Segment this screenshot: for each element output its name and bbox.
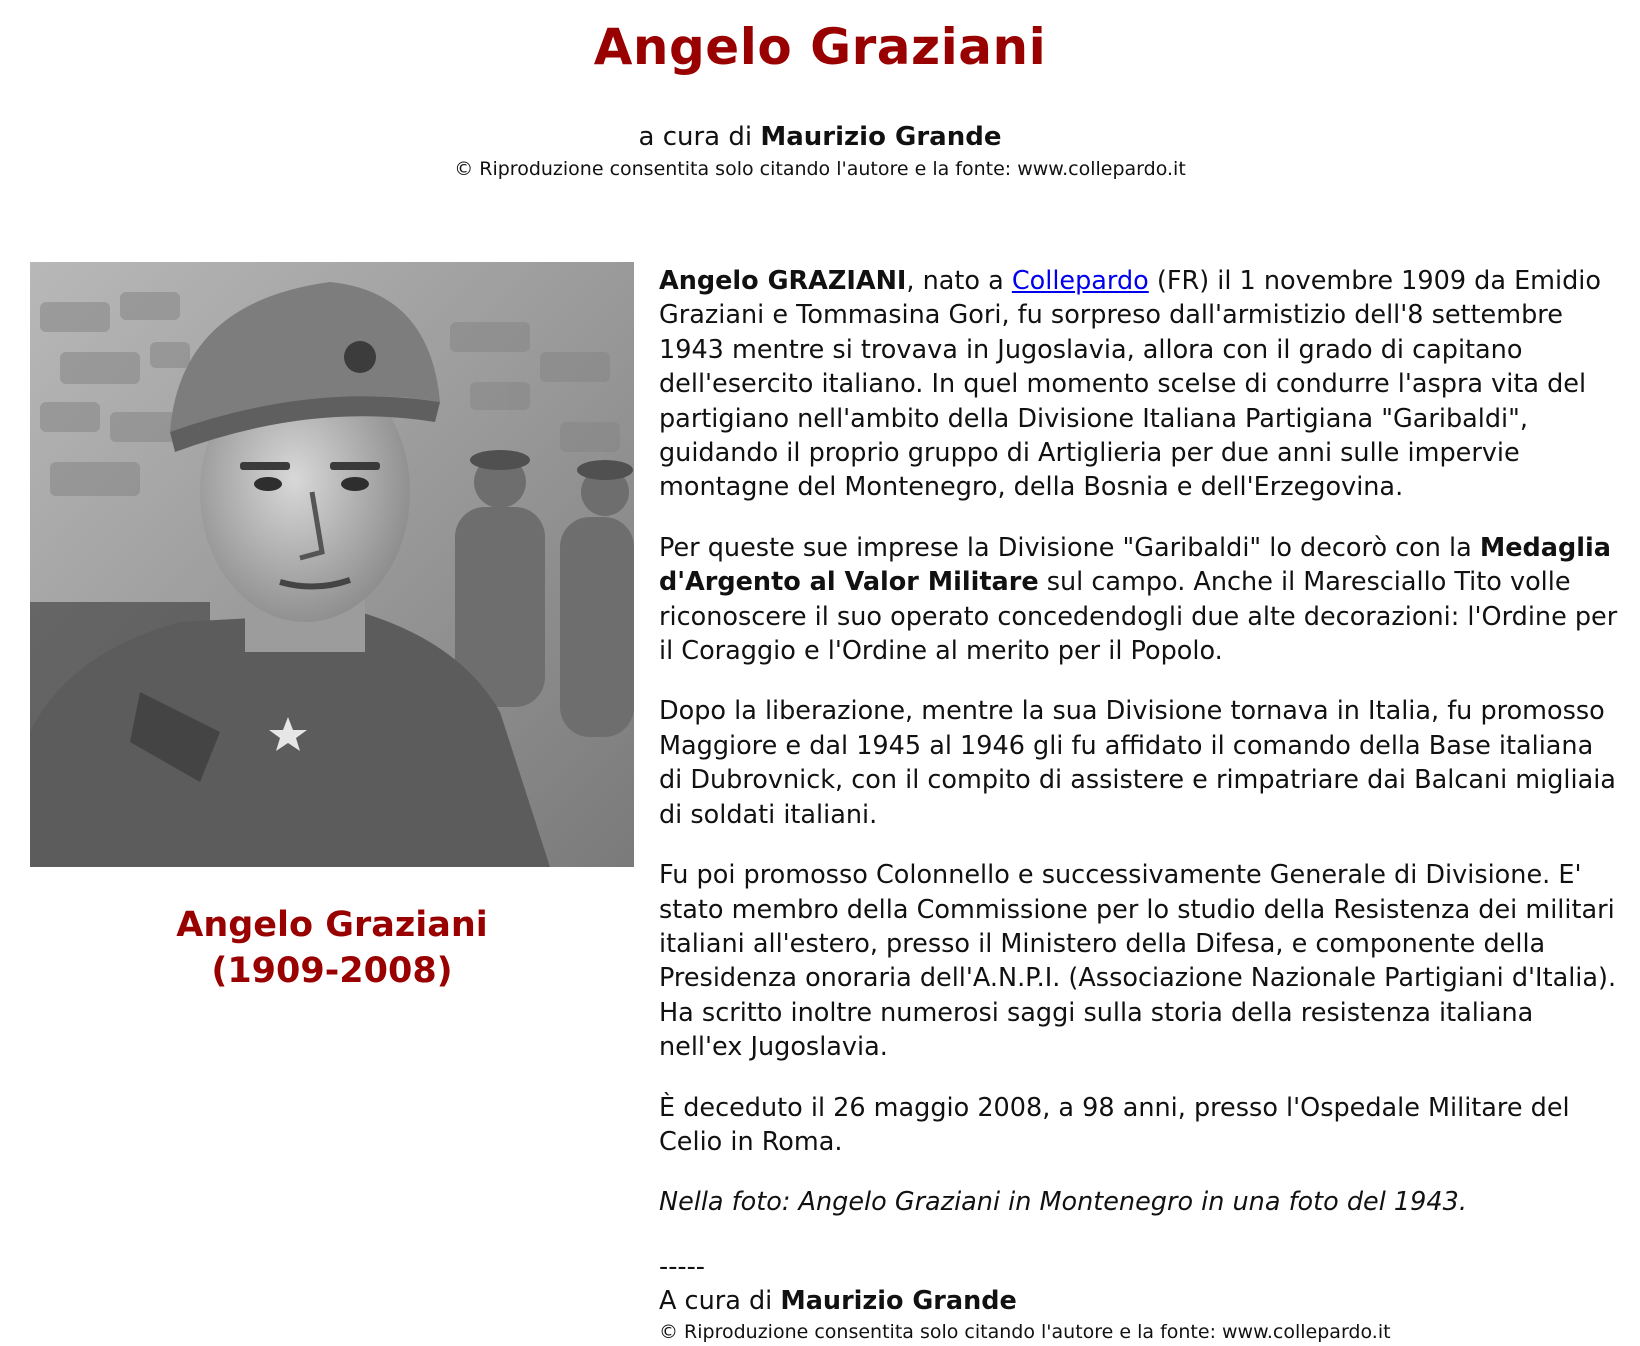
portrait-photo-illustration bbox=[30, 262, 634, 867]
footer-copyright: © Riproduzione consentita solo citando l'autore e la fonte: www.collepardo.it bbox=[659, 1320, 1391, 1343]
footer-byline bbox=[659, 1284, 1619, 1318]
subject-name: Angelo GRAZIANI bbox=[659, 266, 907, 296]
header-byline bbox=[0, 122, 1640, 152]
byline-author: Maurizio Grande bbox=[760, 122, 1002, 152]
paragraph-text: , nato a bbox=[906, 266, 1012, 296]
paragraph-text: Per queste sue imprese la Divisione "Garibaldi" lo decorò con la bbox=[659, 532, 1480, 563]
page-title: Angelo Graziani bbox=[593, 18, 1047, 76]
byline-prefix: a cura di bbox=[638, 122, 753, 152]
article-paragraph-5: È deceduto il 26 maggio 2008, a 98 anni, presso l'Ospedale Militare del Celio in Roma. bbox=[659, 1092, 1570, 1157]
article-paragraph-4: Fu poi promosso Colonnello e successivamente Generale di Divisione. E' stato membro della Commissione per lo studio della Resistenza dei militari italiani all'estero, presso il Ministero della Difesa, e componente della Presidenza onoraria dell'A.N.P.I. (Associazione Nazionale Partigiani d'Italia). Ha scritto inoltre numerosi saggi sulla storia della resistenza italiana nell'ex Jugoslavia. bbox=[659, 860, 1617, 1063]
footer-byline-prefix: A cura di bbox=[659, 1285, 773, 1316]
portrait-photo bbox=[30, 262, 634, 867]
header-copyright: © Riproduzione consentita solo citando l'autore e la fonte: www.collepardo.it bbox=[454, 158, 1186, 180]
article-paragraph-2 bbox=[659, 531, 1619, 669]
article-body bbox=[659, 264, 1619, 1346]
collepardo-link[interactable]: Collepardo bbox=[1011, 266, 1149, 296]
medal-name: Medaglia d'Argento al Valor Militare bbox=[659, 532, 1611, 598]
photo-note: Nella foto: Angelo Graziani in Montenegro in una foto del 1943. bbox=[659, 1187, 1467, 1218]
paragraph-text: (FR) il 1 novembre 1909 da Emidio Graziani e Tommasina Gori, fu sorpreso dall'armistizio dell'8 settembre 1943 mentre si trovava in Jugoslavia, allora con il grado di capitano dell'esercito italiano. In quel momento scelse di condurre l'aspra vita del partigiano nell'ambito della Divisione Italiana Partigiana "Garibaldi", guidando il proprio gruppo di Artiglieria per due anni sulle impervie montagne del Montenegro, della Bosnia e dell'Erzegovina. bbox=[659, 266, 1601, 503]
paragraph-text: sul campo. Anche il Maresciallo Tito volle riconoscere il suo operato concedendogli due alte decorazioni: l'Ordine per il Coraggio e l'Ordine al merito per il Popolo. bbox=[659, 567, 1618, 667]
photo-caption bbox=[30, 902, 634, 994]
footer-separator: ----- bbox=[659, 1251, 706, 1282]
article-paragraph-1 bbox=[659, 264, 1619, 505]
caption-years: (1909-2008) bbox=[211, 951, 453, 991]
article-paragraph-3: Dopo la liberazione, mentre la sua Divisione tornava in Italia, fu promosso Maggiore e dal 1945 al 1946 gli fu affidato il comando della Base italiana di Dubrovnick, con il compito di assistere e rimpatriare dai Balcani migliaia di soldati italiani. bbox=[659, 696, 1616, 830]
caption-name: Angelo Graziani bbox=[176, 905, 488, 945]
footer-byline-author: Maurizio Grande bbox=[780, 1285, 1017, 1316]
